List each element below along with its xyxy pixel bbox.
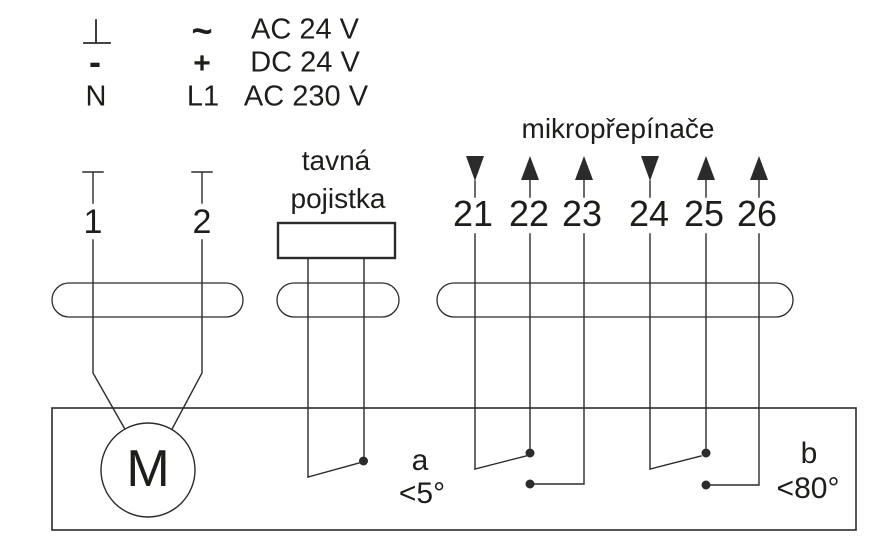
terminal-2-icon — [192, 172, 212, 203]
switch-a-angle: <5° — [398, 477, 446, 510]
legend-neutral-label: N — [85, 80, 107, 113]
legend-ac-symbol: ~ — [191, 10, 213, 51]
cable-bundle-right — [437, 283, 793, 317]
switch-b-label: b — [800, 437, 818, 470]
switch-b-contact-lower-dot — [702, 481, 711, 490]
motor-label: M — [126, 440, 170, 498]
legend-line-label: L1 — [186, 80, 220, 113]
switch-a-contact-lower-dot — [526, 480, 535, 489]
arrow-up-icon — [575, 156, 593, 180]
switch-a-lever — [475, 456, 526, 469]
fuse-label-line2: pojistka — [290, 183, 386, 214]
arrow-down-icon — [641, 156, 659, 181]
legend-voltage-ac230: AC 230 V — [243, 80, 369, 113]
terminal-number-2: 2 — [192, 203, 212, 241]
switch-b-contact-upper-dot — [702, 449, 711, 458]
wire-26 — [711, 234, 759, 485]
microswitches-title: mikropřepínače — [521, 113, 715, 144]
switch-b-lever — [650, 456, 701, 469]
legend-minus-symbol: - — [89, 41, 101, 82]
cable-bundle-middle — [277, 283, 399, 317]
wire-2 — [171, 240, 202, 431]
terminal-number-24: 24 — [628, 193, 670, 234]
cable-bundle-left — [52, 283, 243, 317]
terminal-number-1: 1 — [83, 203, 103, 241]
fuse-label-line1: tavná — [301, 145, 371, 176]
legend-plus-symbol: + — [193, 47, 211, 80]
legend-voltage-dc24: DC 24 V — [250, 46, 360, 79]
wire-1 — [93, 240, 126, 431]
fuse-body — [278, 223, 395, 258]
fuse-switch-lever — [308, 463, 359, 477]
terminal-number-25: 25 — [683, 193, 725, 234]
terminal-number-22: 22 — [508, 193, 550, 234]
arrow-down-icon — [466, 156, 484, 181]
arrow-up-icon — [521, 156, 539, 180]
fuse-contact-dot — [359, 457, 368, 466]
switch-a-contact-upper-dot — [526, 449, 535, 458]
arrow-up-icon — [750, 156, 768, 180]
terminal-number-26: 26 — [736, 193, 778, 234]
wire-23 — [535, 234, 584, 484]
terminal-number-23: 23 — [561, 193, 603, 234]
arrow-up-icon — [697, 156, 715, 180]
terminal-number-21: 21 — [452, 193, 494, 234]
terminal-1-icon — [83, 172, 103, 203]
ground-icon — [84, 20, 110, 43]
switch-a-label: a — [411, 444, 429, 477]
switch-b-angle: <80° — [776, 472, 840, 505]
legend-voltage-ac24: AC 24 V — [251, 13, 359, 46]
